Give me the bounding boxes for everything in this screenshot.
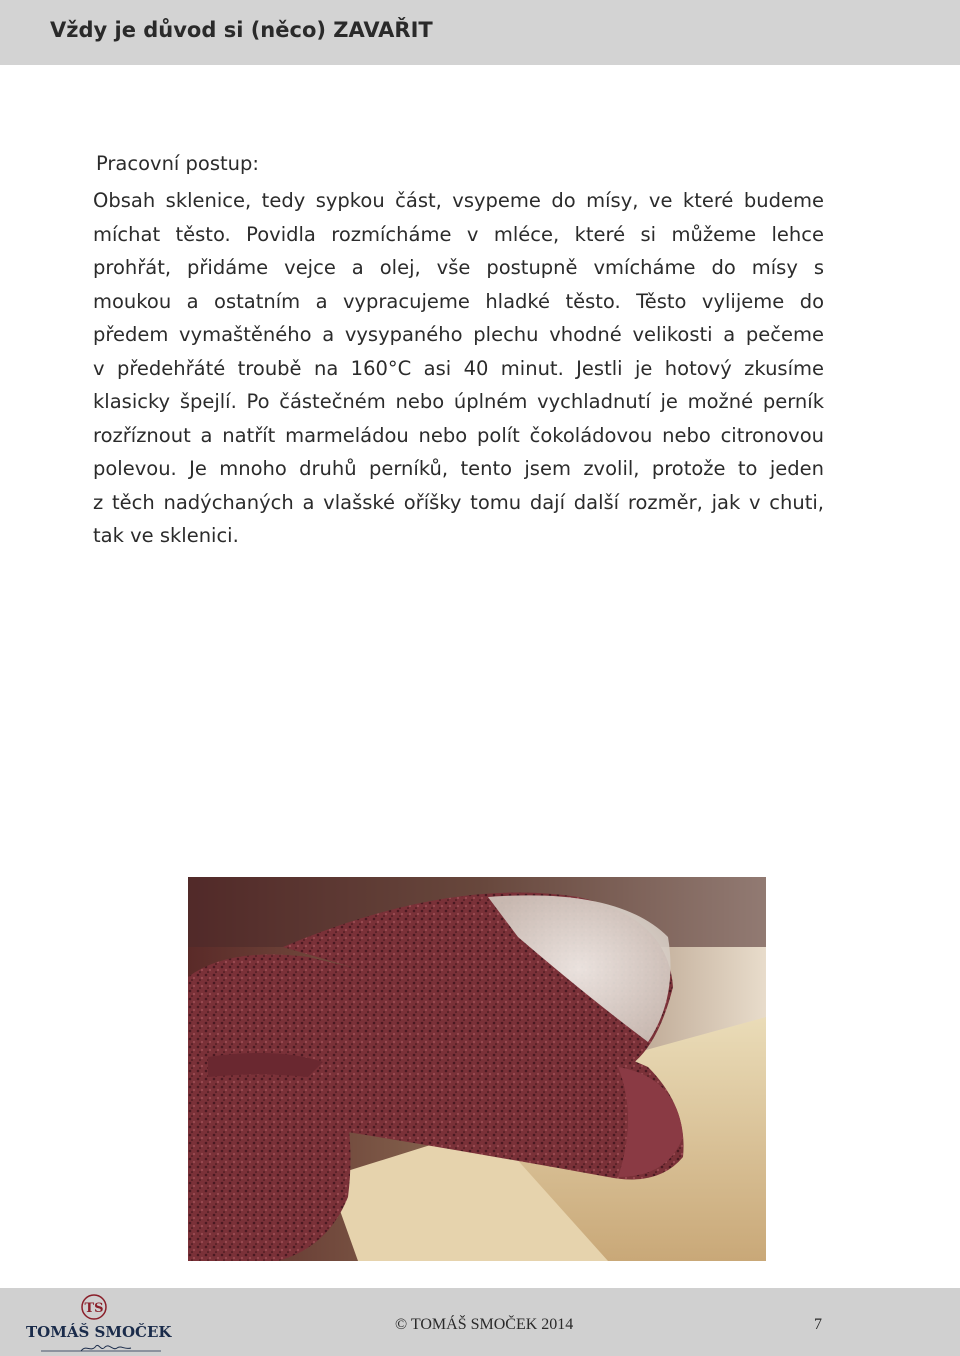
- logo-name: TOMÁŠ SMOČEK: [26, 1323, 172, 1341]
- page-title: Vždy je důvod si (něco) ZAVAŘIT: [50, 18, 433, 42]
- recipe-body-text: [93, 184, 824, 553]
- body-line: v předehřáté troubě na 160°C asi 40 minut. Jestli je hotový zkusíme: [93, 356, 824, 380]
- logo-monogram: TS: [84, 1301, 104, 1316]
- signature-icon: [41, 1342, 161, 1354]
- body-line: moukou a ostatním a vypracujeme hladké těsto. Těsto vylijeme do: [93, 289, 824, 313]
- body-line: rozříznout a natřít marmeládou nebo polít čokoládovou nebo citronovou: [93, 423, 824, 447]
- body-line: Obsah sklenice, tedy sypkou část, vsypeme do mísy, ve které budeme: [93, 189, 824, 212]
- body-line: tak ve sklenici.: [93, 524, 239, 547]
- footer-copyright: © TOMÁŠ SMOČEK 2014: [395, 1316, 574, 1333]
- page-number: 7: [814, 1316, 822, 1333]
- gingerbread-photo: [188, 877, 766, 1261]
- monogram-icon: [81, 1294, 107, 1320]
- body-line: předem vymaštěného a vysypaného plechu vhodné velikosti a pečeme: [93, 323, 824, 346]
- body-line: klasicky špejlí. Po částečném nebo úplném vychladnutí je možné perník: [93, 390, 824, 413]
- section-heading: Pracovní postup:: [96, 152, 259, 175]
- body-line: polevou. Je mnoho druhů perníků, tento jsem zvolil, protože to jeden: [93, 457, 824, 480]
- header-bar: [0, 0, 960, 65]
- author-logo: [26, 1294, 172, 1354]
- body-line: prohřát, přidáme vejce a olej, vše postupně vmícháme do mísy s: [93, 256, 824, 279]
- body-line: z těch nadýchaných a vlašské oříšky tomu dají další rozměr, jak v chuti,: [93, 490, 824, 514]
- body-line: míchat těsto. Povidla rozmícháme v mléce, které si můžeme lehce: [93, 222, 824, 246]
